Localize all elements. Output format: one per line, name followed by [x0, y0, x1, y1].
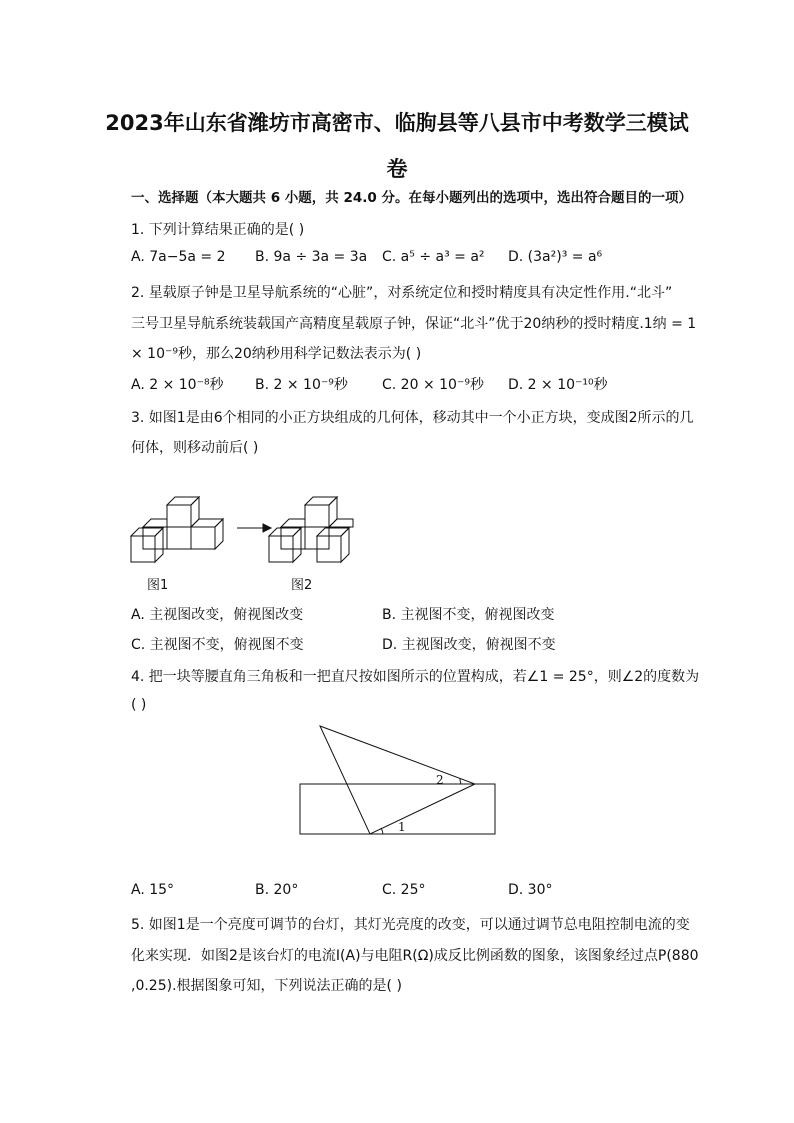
q4-line-2: ( )	[131, 697, 147, 713]
q2-option-b: B. 2 × 10⁻⁹秒	[255, 377, 348, 393]
cube-figure-2	[269, 497, 353, 562]
fig1-label: 图1	[147, 578, 169, 593]
q4-option-b: B. 20°	[255, 882, 299, 898]
document-title	[60, 100, 734, 192]
q2-option-d: D. 2 × 10⁻¹⁰秒	[508, 377, 608, 393]
q4-line-1: 4. 把一块等腰直角三角板和一把直尺按如图所示的位置构成，若∠1 = 25°，则∠2的度数为	[131, 669, 700, 685]
cube-figure	[125, 490, 365, 570]
q4-option-d: D. 30°	[508, 882, 553, 898]
q3-line-2: 何体，则移动前后( )	[131, 440, 259, 456]
q5-line-2: 化来实现．如图2是该台灯的电流I(A)与电阻R(Ω)成反比例函数的图象，该图象经过点P(880	[131, 948, 699, 964]
title-line-2: 卷	[386, 157, 408, 181]
angle-1-label: 1	[398, 820, 406, 834]
q1-option-d: D. (3a²)³ = a⁶	[508, 249, 603, 265]
q2-line-2: 三号卫星导航系统装载国产高精度星载原子钟，保证“北斗”优于20纳秒的授时精度.1纳 = 1	[131, 316, 697, 332]
cube-figure-1	[131, 497, 223, 562]
q3-option-b: B. 主视图不变，俯视图改变	[382, 607, 555, 623]
angle-2-label: 2	[436, 773, 444, 787]
q2-option-a: A. 2 × 10⁻⁸秒	[131, 377, 224, 393]
q2-line-1: 2. 星载原子钟是卫星导航系统的“心脏”，对系统定位和授时精度具有决定性作用.“北斗”	[131, 285, 673, 301]
q1-option-c: C. a⁵ ÷ a³ = a²	[382, 249, 485, 265]
q1-stem: 1. 下列计算结果正确的是( )	[131, 222, 305, 238]
section-header: 一、选择题（本大题共 6 小题，共 24.0 分。在每小题列出的选项中，选出符合题目的一项）	[131, 190, 693, 206]
q2-option-c: C. 20 × 10⁻⁹秒	[382, 377, 484, 393]
q2-line-3: × 10⁻⁹秒，那么20纳秒用科学记数法表示为( )	[131, 346, 422, 362]
q4-option-a: A. 15°	[131, 882, 175, 898]
fig2-label: 图2	[291, 578, 313, 593]
q5-line-1: 5. 如图1是一个亮度可调节的台灯，其灯光亮度的改变，可以通过调节总电阻控制电流的变	[131, 917, 690, 933]
title-line-1: 2023年山东省潍坊市高密市、临朐县等八县市中考数学三模试	[105, 111, 689, 135]
q4-option-c: C. 25°	[382, 882, 426, 898]
q1-option-b: B. 9a ÷ 3a = 3a	[255, 249, 368, 265]
triangle-shape	[320, 726, 475, 834]
q3-option-a: A. 主视图改变，俯视图改变	[131, 607, 304, 623]
q1-option-a: A. 7a−5a = 2	[131, 249, 226, 265]
q3-line-1: 3. 如图1是由6个相同的小正方块组成的几何体，移动其中一个小正方块，变成图2所示的几	[131, 410, 694, 426]
q3-option-d: D. 主视图改变，俯视图不变	[382, 637, 556, 653]
q3-option-c: C. 主视图不变，俯视图不变	[131, 637, 304, 653]
q5-line-3: ,0.25).根据图象可知，下列说法正确的是( )	[131, 978, 402, 994]
triangle-ruler-figure	[295, 720, 500, 840]
